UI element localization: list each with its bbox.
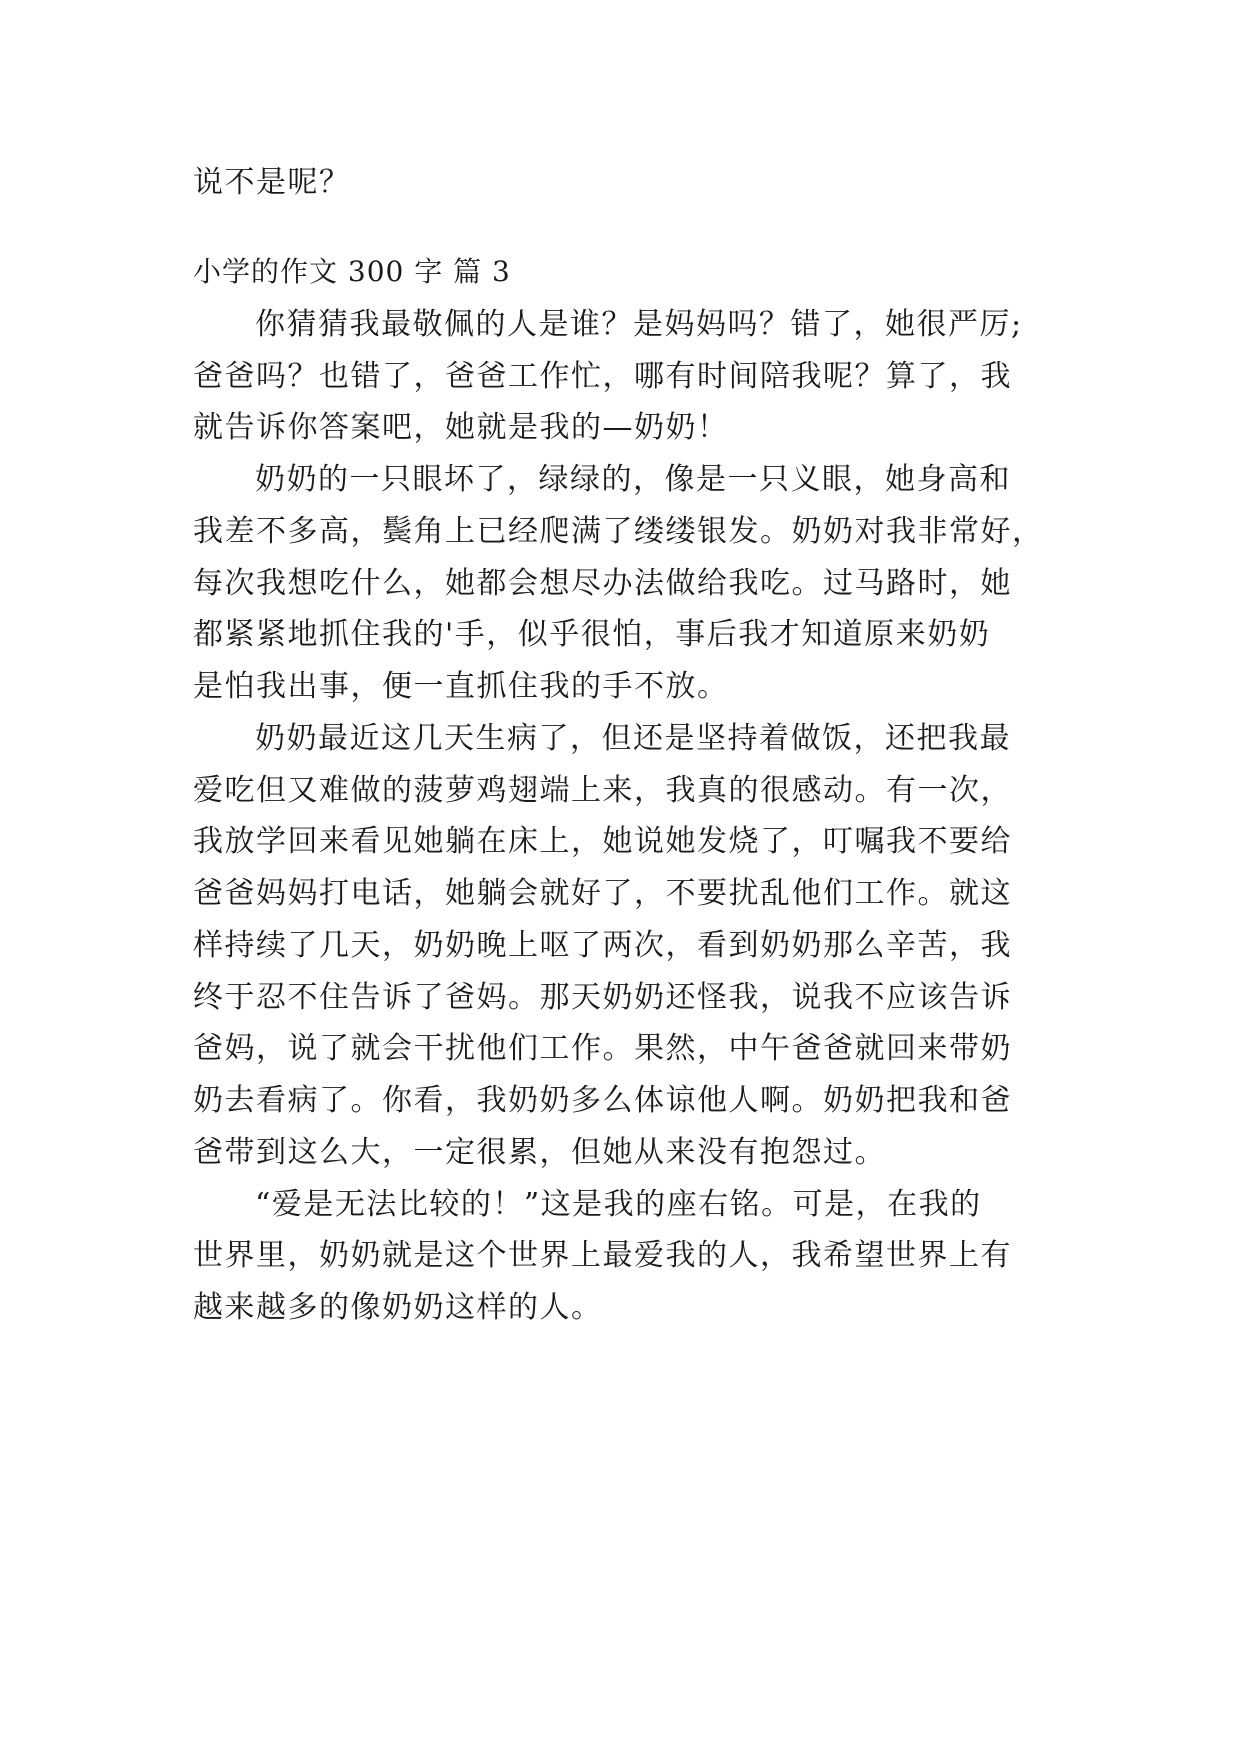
paragraph-line: 爸爸吗？也错了，爸爸工作忙，哪有时间陪我呢？算了，我 [193, 359, 1012, 394]
paragraph-line: 每次我想吃什么，她都会想尽办法做给我吃。过马路时，她 [193, 566, 1012, 601]
section-title: 小学的作文 300 字 篇 3 [193, 255, 511, 288]
paragraph-line: 爸妈，说了就会干扰他们工作。果然，中午爸爸就回来带奶 [193, 1031, 1012, 1066]
paragraph-line: 就告诉你答案吧，她就是我的—奶奶！ [193, 410, 729, 445]
paragraph-line: 奶去看病了。你看，我奶奶多么体谅他人啊。奶奶把我和爸 [193, 1083, 1012, 1118]
paragraph-line: 样持续了几天，奶奶晚上呕了两次，看到奶奶那么辛苦，我 [193, 928, 1012, 963]
paragraph-line: 越来越多的像奶奶这样的人。 [193, 1290, 603, 1325]
paragraph-line: 是怕我出事，便一直抓住我的手不放。 [193, 669, 729, 704]
paragraph-line: 世界里，奶奶就是这个世界上最爱我的人，我希望世界上有 [193, 1238, 1012, 1273]
paragraph-line: 我放学回来看见她躺在床上，她说她发烧了，叮嘱我不要给 [193, 824, 1012, 859]
paragraph-line: 我差不多高，鬓角上已经爬满了缕缕银发。奶奶对我非常好， [193, 514, 1044, 549]
paragraph-line: 奶奶最近这几天生病了，但还是坚持着做饭，还把我最 [255, 721, 1011, 756]
paragraph-line: 你猜猜我最敬佩的人是谁？是妈妈吗？错了，她很严厉; [255, 307, 1023, 342]
paragraph-line: 爸带到这么大，一定很累，但她从来没有抱怨过。 [193, 1135, 886, 1170]
paragraph-line: 爸爸妈妈打电话，她躺会就好了，不要扰乱他们工作。就这 [193, 876, 1012, 911]
continuation-text: 说不是呢？ [193, 165, 351, 200]
paragraph-line: 终于忍不住告诉了爸妈。那天奶奶还怪我，说我不应该告诉 [193, 980, 1012, 1015]
paragraph-line: “爱是无法比较的！”这是我的座右铭。可是，在我的 [255, 1187, 982, 1222]
paragraph-line: 爱吃但又难做的菠萝鸡翅端上来，我真的很感动。有一次， [193, 773, 1012, 808]
paragraph-line: 都紧紧地抓住我的'手，似乎很怕，事后我才知道原来奶奶 [193, 617, 991, 652]
paragraph-line: 奶奶的一只眼坏了，绿绿的，像是一只义眼，她身高和 [255, 462, 1011, 497]
